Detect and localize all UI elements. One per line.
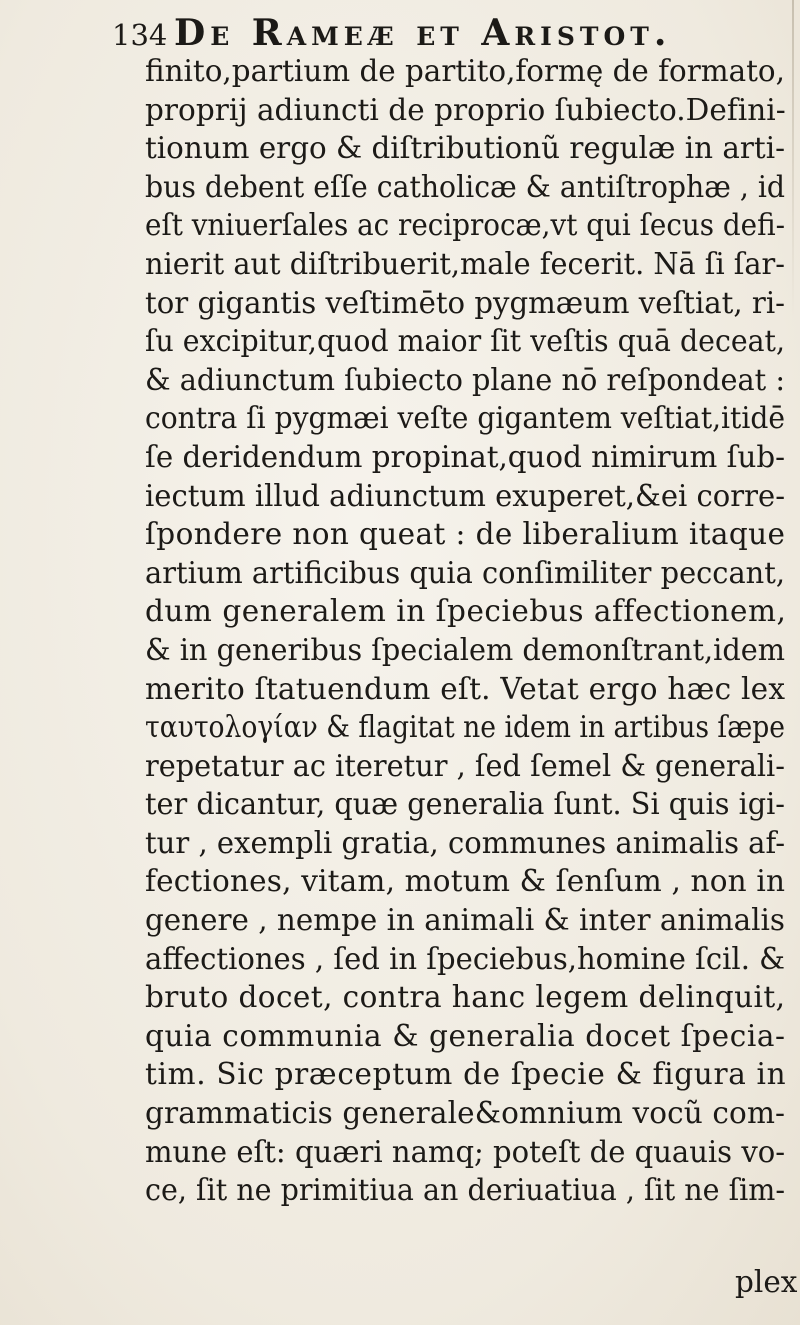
text-line: tionum ergo & diſtributionũ regulæ in arti- — [145, 131, 786, 166]
text-line: ſpondere non queat : de liberalium itaque — [145, 517, 786, 552]
text-line: tur , exempli gratia, communes animalis af- — [145, 825, 786, 860]
body-text — [145, 52, 800, 1210]
text-line: bruto docet, contra hanc legem delinquit, — [145, 980, 786, 1015]
text-line: affectiones , ſed in ſpeciebus,homine ſcil. & — [145, 941, 786, 976]
text-line: & in generibus ſpecialem demonſtrant,idem — [145, 632, 786, 667]
text-line: iectum illud adiunctum exuperet,&ei corre- — [145, 478, 786, 513]
text-line: ce, ſit ne primitiua an deriuatiua , ſit ne ſim- — [145, 1173, 786, 1208]
running-title: De Rameæ et Aristot. — [174, 12, 672, 54]
text-line: dum generalem in ſpeciebus affectionem, — [145, 594, 787, 629]
page-number: 134 — [112, 18, 168, 52]
text-line: fectiones, vitam, motum & ſenſum , non in — [145, 864, 786, 899]
text-line: proprij adiuncti de proprio ſubiecto.Defini- — [145, 92, 786, 127]
text-line: mune eſt: quæri namq; poteſt de quauis vo- — [145, 1134, 786, 1169]
text-line: quia communia & generalia docet ſpecia- — [145, 1018, 786, 1053]
text-line: tim. Sic præceptum de ſpecie & figura in — [145, 1057, 787, 1092]
text-line: ταυτολογίαν & flagitat ne idem in artibus ſæpe — [145, 710, 786, 745]
text-line: artium artificibus quia conſimiliter peccant, — [145, 555, 786, 590]
text-line: eſt vniuerſales ac reciprocæ,vt qui ſecus defi- — [145, 208, 786, 243]
catchword: plex — [735, 1265, 798, 1299]
text-line: contra ſi pygmæi veſte gigantem veſtiat,itidē — [145, 401, 786, 436]
text-line: grammaticis generale&omnium vocũ com- — [145, 1096, 786, 1131]
text-line: merito ſtatuendum eſt. Vetat ergo hæc lex — [145, 671, 786, 706]
text-line: ter dicantur, quæ generalia ſunt. Si quis igi- — [145, 787, 786, 822]
text-line: nierit aut diſtribuerit,male fecerit. Nā ſi ſar- — [145, 246, 786, 281]
text-line: bus debent eſſe catholicæ & antiſtrophæ , id — [145, 169, 786, 204]
text-line: finito,partium de partito,formę de formato, — [145, 54, 785, 88]
text-line: ſe deridendum propinat,quod nimirum ſub- — [145, 439, 786, 474]
text-line: repetatur ac iteretur , ſed ſemel & generali- — [145, 748, 785, 783]
text-line: & adiunctum ſubiecto plane nō reſpondeat : — [145, 362, 786, 397]
text-line: tor gigantis veſtimēto pygmæum veſtiat, ri- — [145, 285, 785, 320]
text-line: ſu excipitur,quod maior ſit veſtis quā deceat, — [145, 324, 785, 359]
text-line: genere , nempe in animali & inter animalis — [145, 903, 785, 938]
